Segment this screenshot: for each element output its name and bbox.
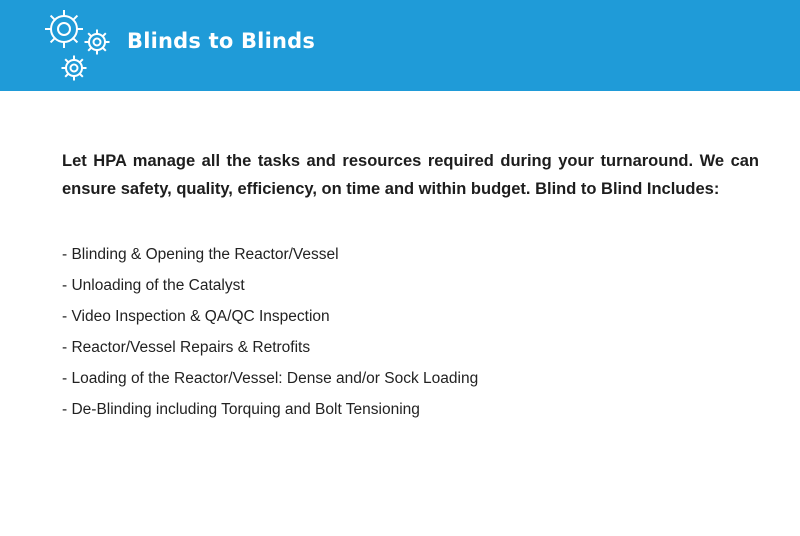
intro-section [62,147,759,203]
feature-list [62,239,478,425]
list-item: - Unloading of the Catalyst [62,277,245,294]
list-item: - Reactor/Vessel Repairs & Retrofits [62,339,311,356]
page-title: Blinds to Blinds [127,29,316,53]
intro-paragraph: Let HPA manage all the tasks and resources required during your turnaround. We can ensure safety, quality, efficiency, on time and within budget. Blind to Blind Includes: [62,152,759,198]
page-header [0,0,800,91]
gears-icon [40,5,116,85]
list-item: - De-Blinding including Torquing and Bolt Tensioning [62,401,420,418]
list-item: - Loading of the Reactor/Vessel: Dense and/or Sock Loading [62,370,479,387]
list-item: - Blinding & Opening the Reactor/Vessel [62,246,339,263]
list-item: - Video Inspection & QA/QC Inspection [62,308,330,325]
